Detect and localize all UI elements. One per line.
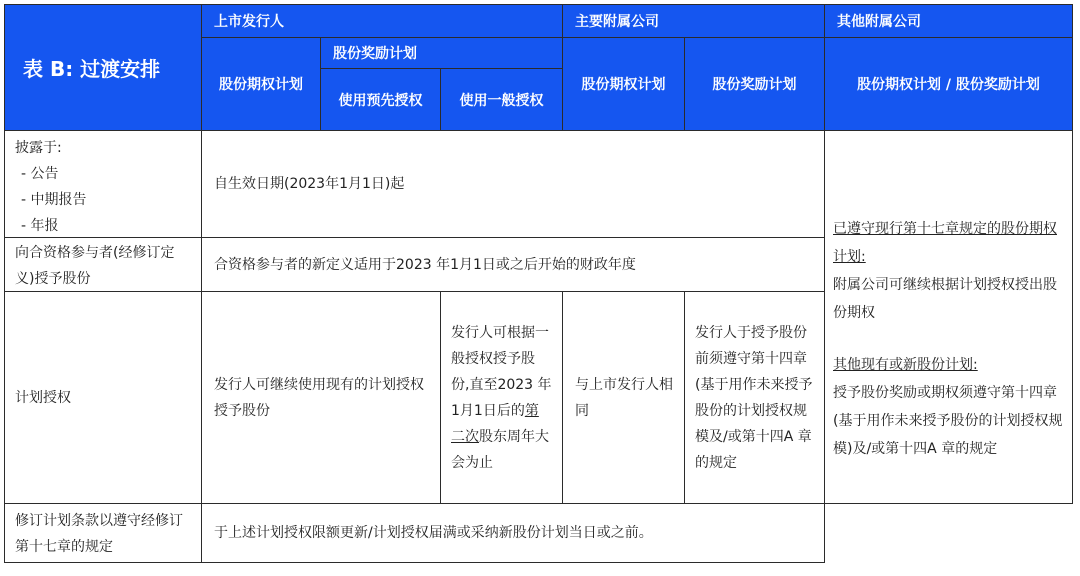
row-amend-label: 修订计划条款以遵守经修订第十七章的规定	[4, 503, 202, 563]
other-subsidiary-note	[824, 130, 1073, 504]
header-ms-option: 股份期权计划	[562, 37, 685, 131]
note-spacer	[833, 327, 1064, 351]
list-item: - 公告	[15, 161, 191, 187]
note-heading-existing: 已遵守现行第十七章规定的股份期权计划:	[833, 221, 1057, 265]
row-mandate-li-general	[440, 291, 563, 504]
header-li-award-prior: 使用预先授权	[320, 68, 441, 131]
row-eligible-label: 向合资格参与者(经修订定义)授予股份	[4, 237, 202, 292]
mandate-li-general-text	[451, 320, 552, 476]
list-item: - 年报	[15, 213, 191, 239]
disclosure-label: 披露于:	[15, 140, 62, 156]
note-text-other: 授予股份奖励或期权须遵守第十四章(基于用作未来授予股份的计划授权规模)及/或第十四A 章的规定	[833, 385, 1063, 457]
row-amend-value: 于上述计划授权限额更新/计划授权届满或采纳新股份计划当日或之前。	[201, 503, 825, 563]
header-ms-award: 股份奖励计划	[684, 37, 825, 131]
mandate-li-general-text-a: 发行人可根据一般授权授予股份,直至2023 年1月1日后的	[451, 324, 552, 419]
header-li-option: 股份期权计划	[201, 37, 321, 131]
row-mandate-ms-option: 与上市发行人相同	[562, 291, 685, 504]
note-text-existing: 附属公司可继续根据计划授权授出股份期权	[833, 277, 1057, 321]
mandate-li-general-underlined: 第二次	[451, 402, 539, 445]
row-mandate-ms-award: 发行人于授予股份前须遵守第十四章(基于用作未来授予股份的计划授权规模及/或第十四A 章的规定	[684, 291, 825, 504]
header-li-award-general: 使用一般授权	[440, 68, 563, 131]
header-listed-issuer: 上市发行人	[201, 4, 563, 38]
row-disclosure-label	[4, 130, 202, 238]
mandate-li-general-text-b: 股东周年大会为止	[451, 428, 549, 471]
row-mandate-li-option: 发行人可继续使用现有的计划授权授予股份	[201, 291, 441, 504]
list-item: - 中期报告	[15, 187, 191, 213]
disclosure-list	[15, 161, 191, 239]
note-heading-other: 其他现有或新股份计划:	[833, 357, 978, 373]
row-mandate-label: 计划授权	[4, 291, 202, 504]
header-share-award-scheme: 股份奖励计划	[320, 37, 563, 69]
header-major-subsidiary: 主要附属公司	[562, 4, 825, 38]
header-other-subsidiary: 其他附属公司	[824, 4, 1073, 38]
row-disclosure-value: 自生效日期(2023年1月1日)起	[201, 130, 825, 238]
row-eligible-value: 合资格参与者的新定义适用于2023 年1月1日或之后开始的财政年度	[201, 237, 825, 292]
table-title: 表 B: 过渡安排	[4, 4, 202, 131]
header-os-both: 股份期权计划 / 股份奖励计划	[824, 37, 1073, 131]
